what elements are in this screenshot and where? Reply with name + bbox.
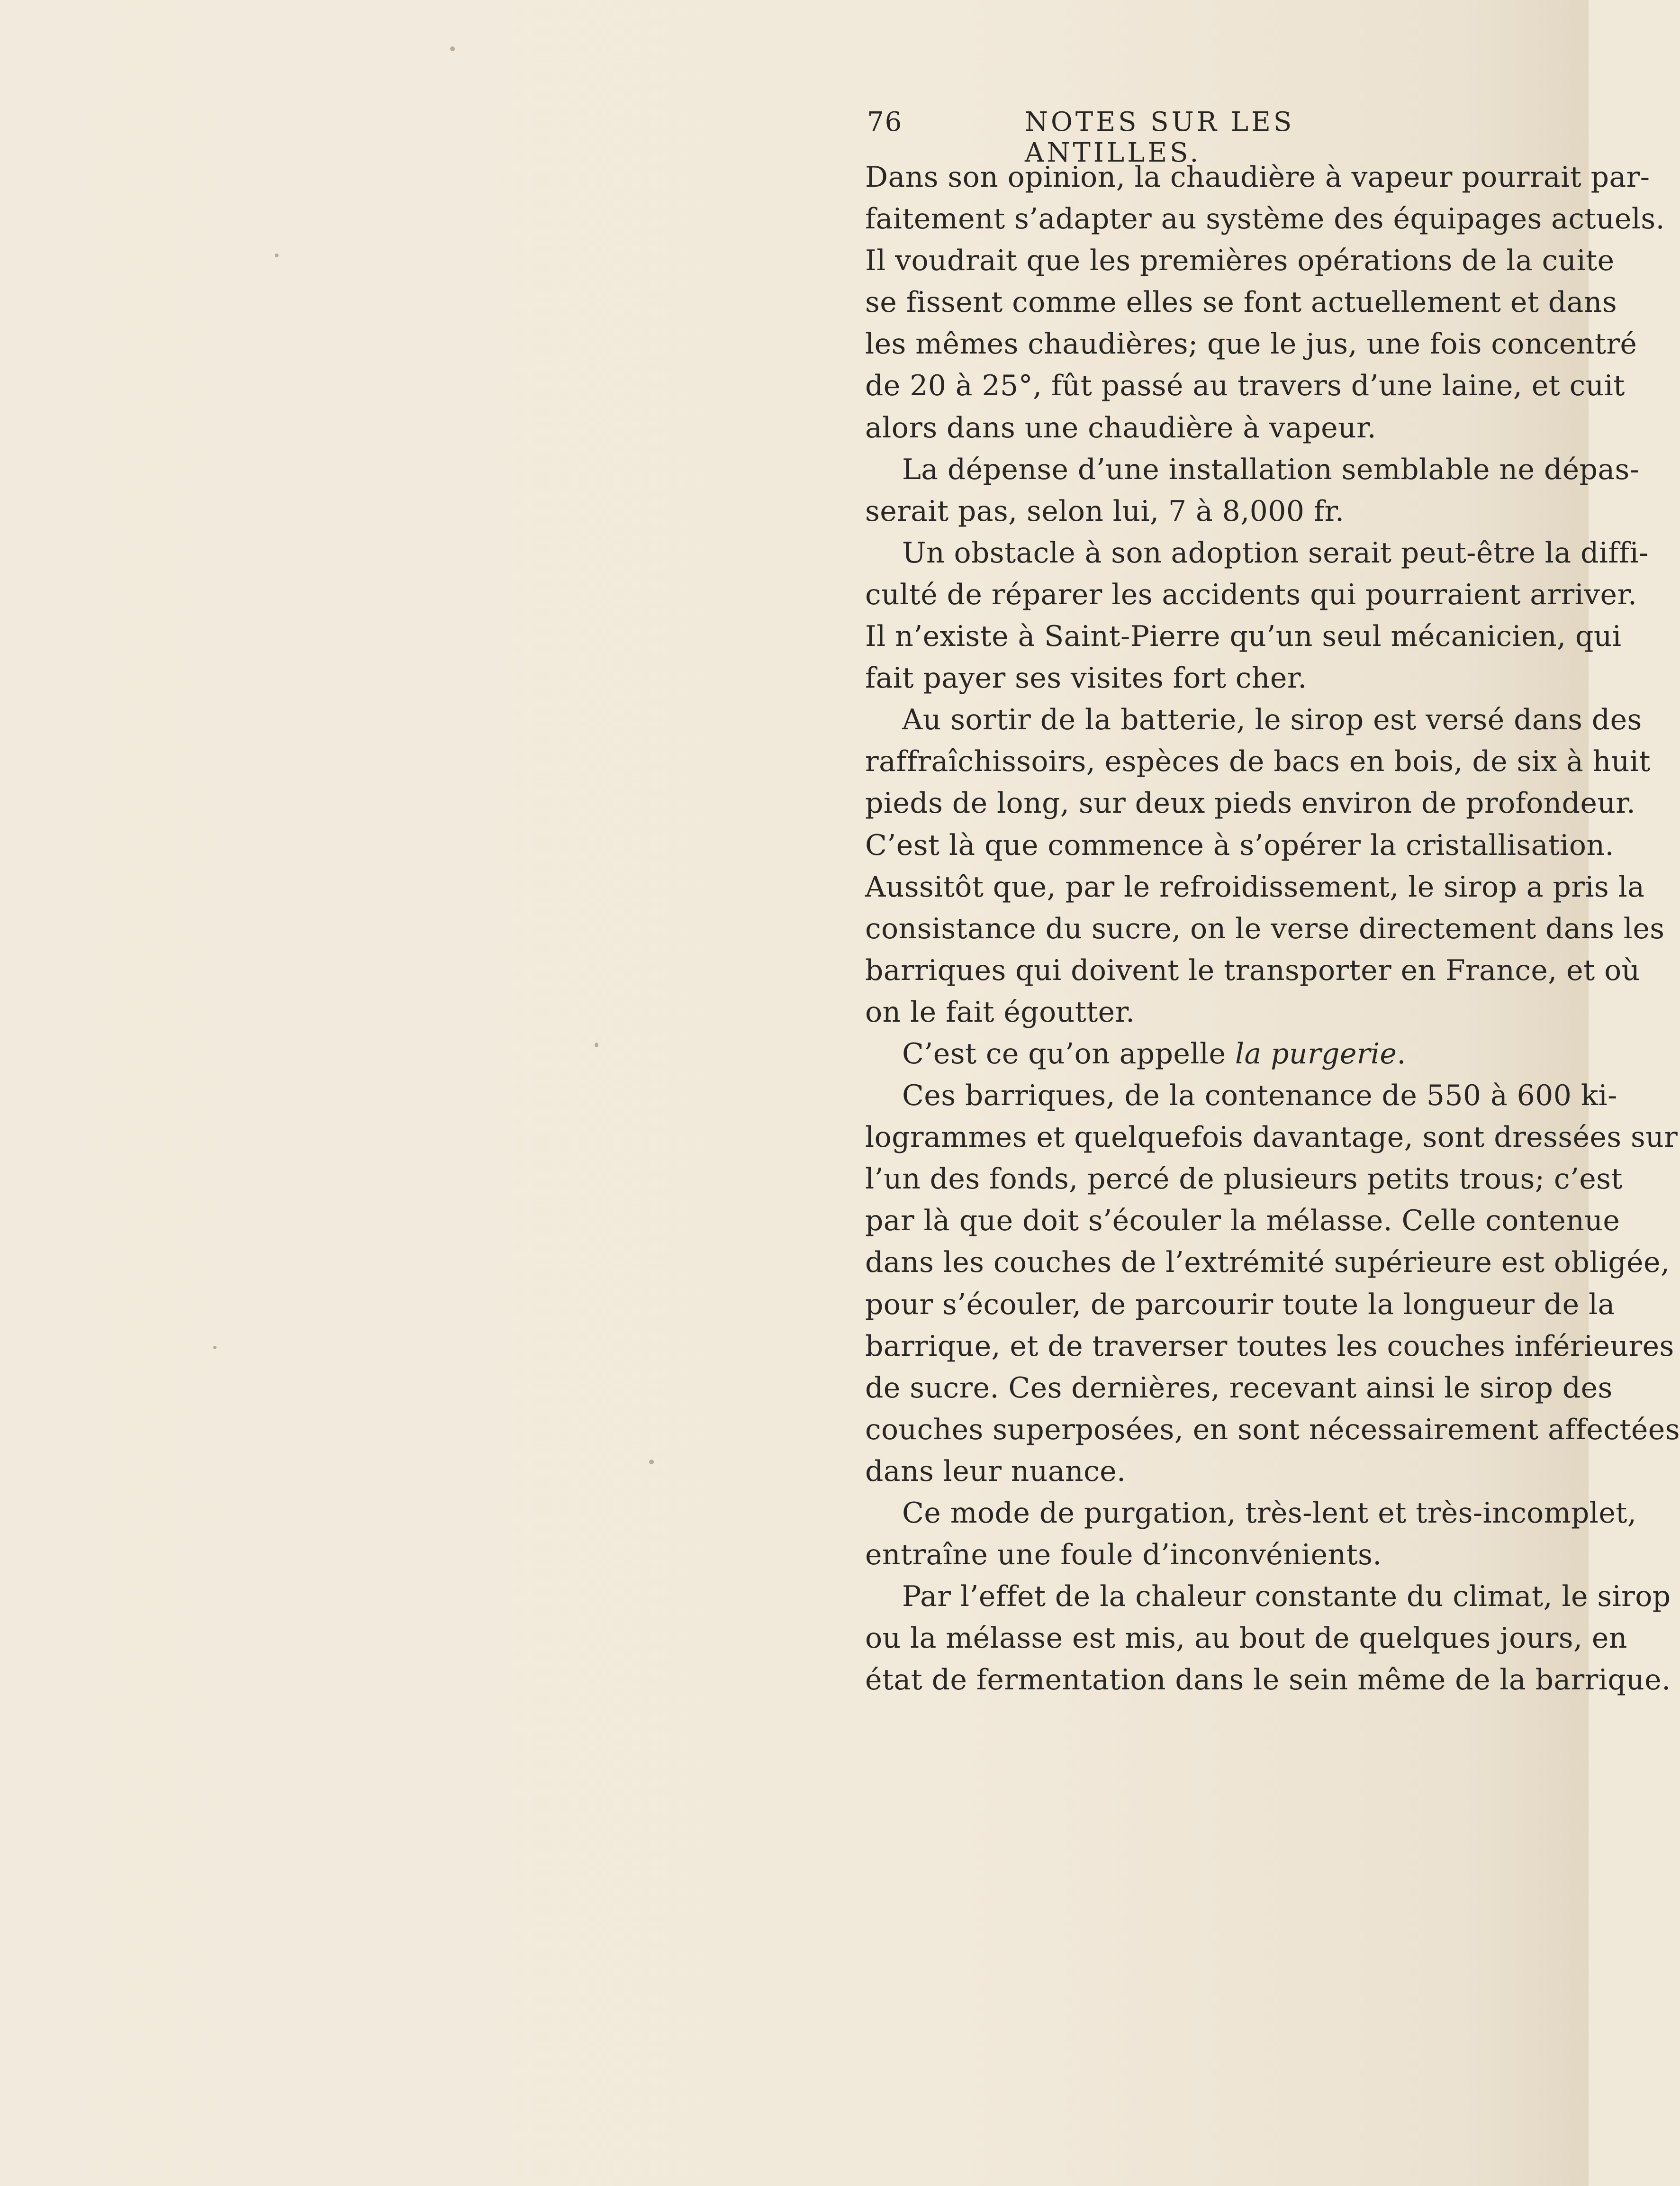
text-line-purgerie [865, 1033, 1576, 1075]
paper-speck [595, 1043, 598, 1047]
text-line: Il n’existe à Saint-Pierre qu’un seul mécanicien, qui [865, 620, 1622, 653]
text-line: l’un des fonds, percé de plusieurs petits trous; c’est [865, 1162, 1623, 1196]
text-line: Par l’effet de la chaleur constante du climat, le sirop [902, 1580, 1671, 1614]
text-line: ou la mélasse est mis, au bout de quelques jours, en [865, 1622, 1627, 1655]
text-line: culté de réparer les accidents qui pourraient arriver. [865, 578, 1637, 611]
text-line: alors dans une chaudière à vapeur. [865, 411, 1377, 444]
text-line: Au sortir de la batterie, le sirop est versé dans des [902, 703, 1642, 737]
text-line: faitement s’adapter au système des équipages actuels. [865, 202, 1665, 236]
text-line: serait pas, selon lui, 7 à 8,000 fr. [865, 494, 1345, 528]
text-line: pieds de long, sur deux pieds environ de profondeur. [865, 787, 1636, 820]
text-line: Ce mode de purgation, très-lent et très-incomplet, [902, 1497, 1637, 1530]
running-title: NOTES SUR LES ANTILLES. [1025, 107, 1295, 168]
text-line: de sucre. Ces dernières, recevant ainsi le sirop des [865, 1371, 1613, 1405]
text-line: Il voudrait que les premières opérations de la cuite [865, 244, 1615, 278]
text-line: C’est ce qu’on appelle [902, 1037, 1235, 1070]
text-line: barriques qui doivent le transporter en France, et où [865, 953, 1640, 987]
text-line: par là que doit s’écouler la mélasse. Celle contenue [865, 1204, 1620, 1238]
text-line: C’est là que commence à s’opérer la cristallisation. [865, 828, 1614, 862]
text-line: consistance du sucre, on le verse directement dans les [865, 912, 1665, 945]
paper-speck [450, 46, 455, 51]
text-line: on le fait égoutter. [865, 995, 1135, 1029]
page-number: 76 [867, 107, 903, 137]
text-line: les mêmes chaudières; que le jus, une fois concentré [865, 327, 1637, 361]
text-line: La dépense d’une installation semblable ne dépas- [902, 453, 1640, 486]
text-line: Ces barriques, de la contenance de 550 à 600 ki- [902, 1079, 1617, 1113]
text-line: entraîne une foule d’inconvénients. [865, 1538, 1382, 1572]
text-line: Un obstacle à son adoption serait peut-être la diffi- [902, 536, 1649, 570]
text-line: dans les couches de l’extrémité supérieure est obligée, [865, 1246, 1670, 1279]
text-line: pour s’écouler, de parcourir toute la longueur de la [865, 1288, 1615, 1321]
paper-speck [649, 1460, 654, 1464]
body-text [865, 156, 1680, 1701]
text-line: fait payer ses visites fort cher. [865, 662, 1307, 695]
text-period: . [1397, 1037, 1406, 1070]
text-line: se fissent comme elles se font actuellement et dans [865, 286, 1617, 319]
text-line: de 20 à 25°, fût passé au travers d’une laine, et cuit [865, 369, 1625, 403]
text-line: dans leur nuance. [865, 1454, 1126, 1488]
text-line: logrammes et quelquefois davantage, sont dressées sur [865, 1121, 1678, 1154]
page-header [867, 107, 1421, 168]
text-line: barrique, et de traverser toutes les couches inférieures [865, 1329, 1674, 1363]
paper-speck [275, 254, 279, 257]
text-line: Aussitôt que, par le refroidissement, le sirop a pris la [865, 870, 1645, 904]
text-line: couches superposées, en sont nécessairement affectées [865, 1413, 1680, 1446]
italic-term: la purgerie [1235, 1037, 1397, 1070]
paper-speck [213, 1346, 217, 1349]
text-line: état de fermentation dans le sein même de la barrique. [865, 1663, 1671, 1697]
text-line: Dans son opinion, la chaudière à vapeur pourrait par- [865, 161, 1650, 194]
text-line: raffraîchissoirs, espèces de bacs en bois, de six à huit [865, 745, 1651, 779]
